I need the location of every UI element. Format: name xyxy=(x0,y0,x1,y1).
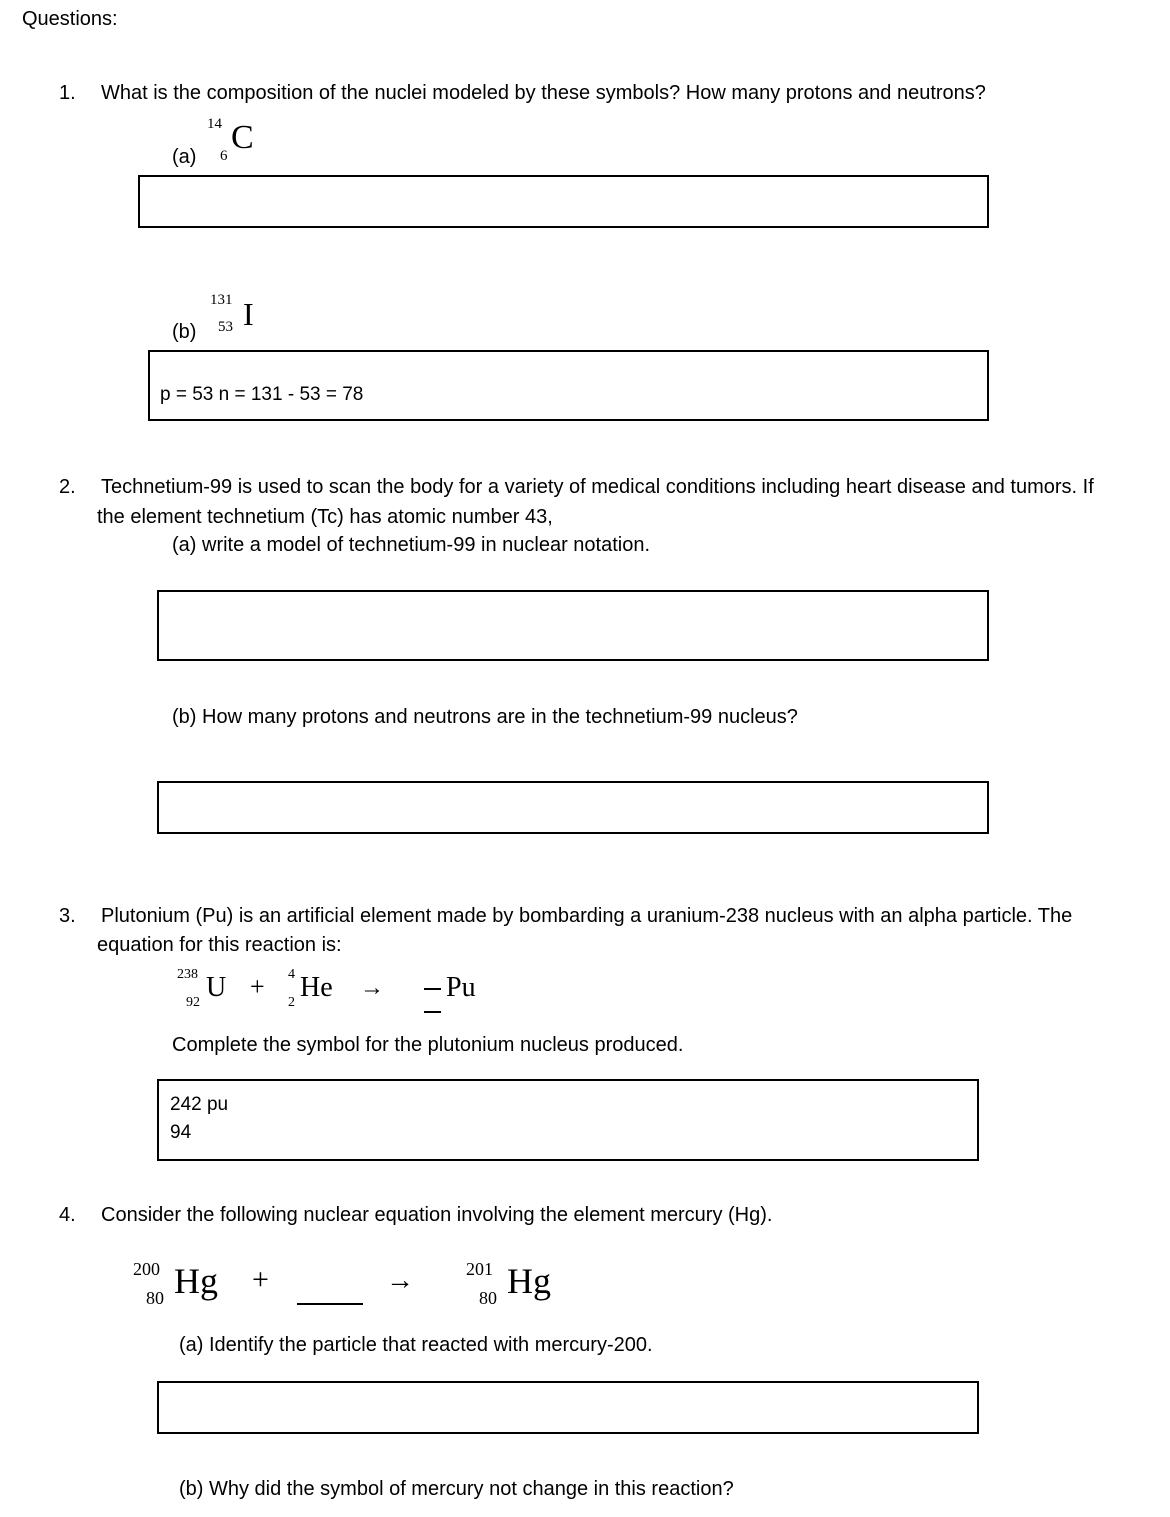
q2b-prompt: (b) How many protons and neutrons are in the technetium-99 nucleus? xyxy=(172,706,798,728)
page-title: Questions: xyxy=(22,8,118,30)
uranium-symbol: U xyxy=(206,972,227,1003)
q3-answer-line1: 242 pu xyxy=(170,1094,229,1115)
mercury-left-mass-number: 200 xyxy=(133,1259,160,1279)
arrow-icon: → xyxy=(360,975,384,1001)
helium-symbol: He xyxy=(300,972,333,1003)
iodine-element-symbol: I xyxy=(243,296,254,332)
q2a-answer-box[interactable] xyxy=(157,590,989,661)
carbon-mass-number: 14 xyxy=(207,116,222,132)
carbon-element-symbol: C xyxy=(231,119,254,156)
unknown-particle-blank xyxy=(297,1303,363,1305)
plus-sign: + xyxy=(252,1263,269,1296)
helium-mass-number: 4 xyxy=(288,967,295,982)
q1b-label: (b) xyxy=(172,321,197,343)
iodine-mass-number: 131 xyxy=(210,292,233,308)
plutonium-symbol: Pu xyxy=(446,972,476,1003)
q2b-answer-box[interactable] xyxy=(157,781,989,834)
plus-sign: + xyxy=(250,972,265,1001)
plutonium-atomic-blank xyxy=(424,1011,441,1013)
mercury-right-symbol: Hg xyxy=(507,1261,551,1301)
mercury-right-atomic-number: 80 xyxy=(479,1288,497,1308)
arrow-icon: → xyxy=(386,1265,414,1296)
mercury-right-mass-number: 201 xyxy=(466,1259,493,1279)
q1-number: 1. xyxy=(59,82,76,104)
q3-instruction: Complete the symbol for the plutonium nucleus produced. xyxy=(172,1034,684,1056)
q4-text: Consider the following nuclear equation involving the element mercury (Hg). xyxy=(101,1204,773,1226)
q1b-answer-text: p = 53 n = 131 - 53 = 78 xyxy=(160,384,364,405)
uranium-atomic-number: 92 xyxy=(186,995,200,1010)
q3-answer-line2: 94 xyxy=(170,1122,192,1143)
q4a-prompt: (a) Identify the particle that reacted with mercury-200. xyxy=(179,1334,653,1356)
q3-answer-box[interactable] xyxy=(157,1079,979,1161)
q2-number: 2. xyxy=(59,476,76,498)
q2-text-line1: Technetium-99 is used to scan the body for a variety of medical conditions including heart disease and tumors. If xyxy=(101,476,1094,498)
q3-text-line2: equation for this reaction is: xyxy=(97,934,342,956)
q1-text: What is the composition of the nuclei modeled by these symbols? How many protons and neutrons? xyxy=(101,82,986,104)
q1b-answer-box[interactable] xyxy=(148,350,989,421)
mercury-left-atomic-number: 80 xyxy=(146,1288,164,1308)
mercury-left-symbol: Hg xyxy=(174,1261,218,1301)
helium-atomic-number: 2 xyxy=(288,995,295,1010)
q1a-label: (a) xyxy=(172,146,197,168)
carbon-atomic-number: 6 xyxy=(220,148,228,164)
q2a-prompt: (a) write a model of technetium-99 in nuclear notation. xyxy=(172,534,651,556)
q4b-prompt: (b) Why did the symbol of mercury not change in this reaction? xyxy=(179,1478,734,1500)
iodine-atomic-number: 53 xyxy=(218,319,233,335)
q3-number: 3. xyxy=(59,905,76,927)
plutonium-mass-blank xyxy=(424,988,441,990)
q1a-answer-box[interactable] xyxy=(138,175,989,228)
q4a-answer-box[interactable] xyxy=(157,1381,979,1434)
q4-number: 4. xyxy=(59,1204,76,1226)
uranium-mass-number: 238 xyxy=(177,967,198,982)
q3-text-line1: Plutonium (Pu) is an artificial element made by bombarding a uranium-238 nucleus with an alpha particle. The xyxy=(101,905,1073,927)
q2-text-line2: the element technetium (Tc) has atomic number 43, xyxy=(97,506,553,528)
